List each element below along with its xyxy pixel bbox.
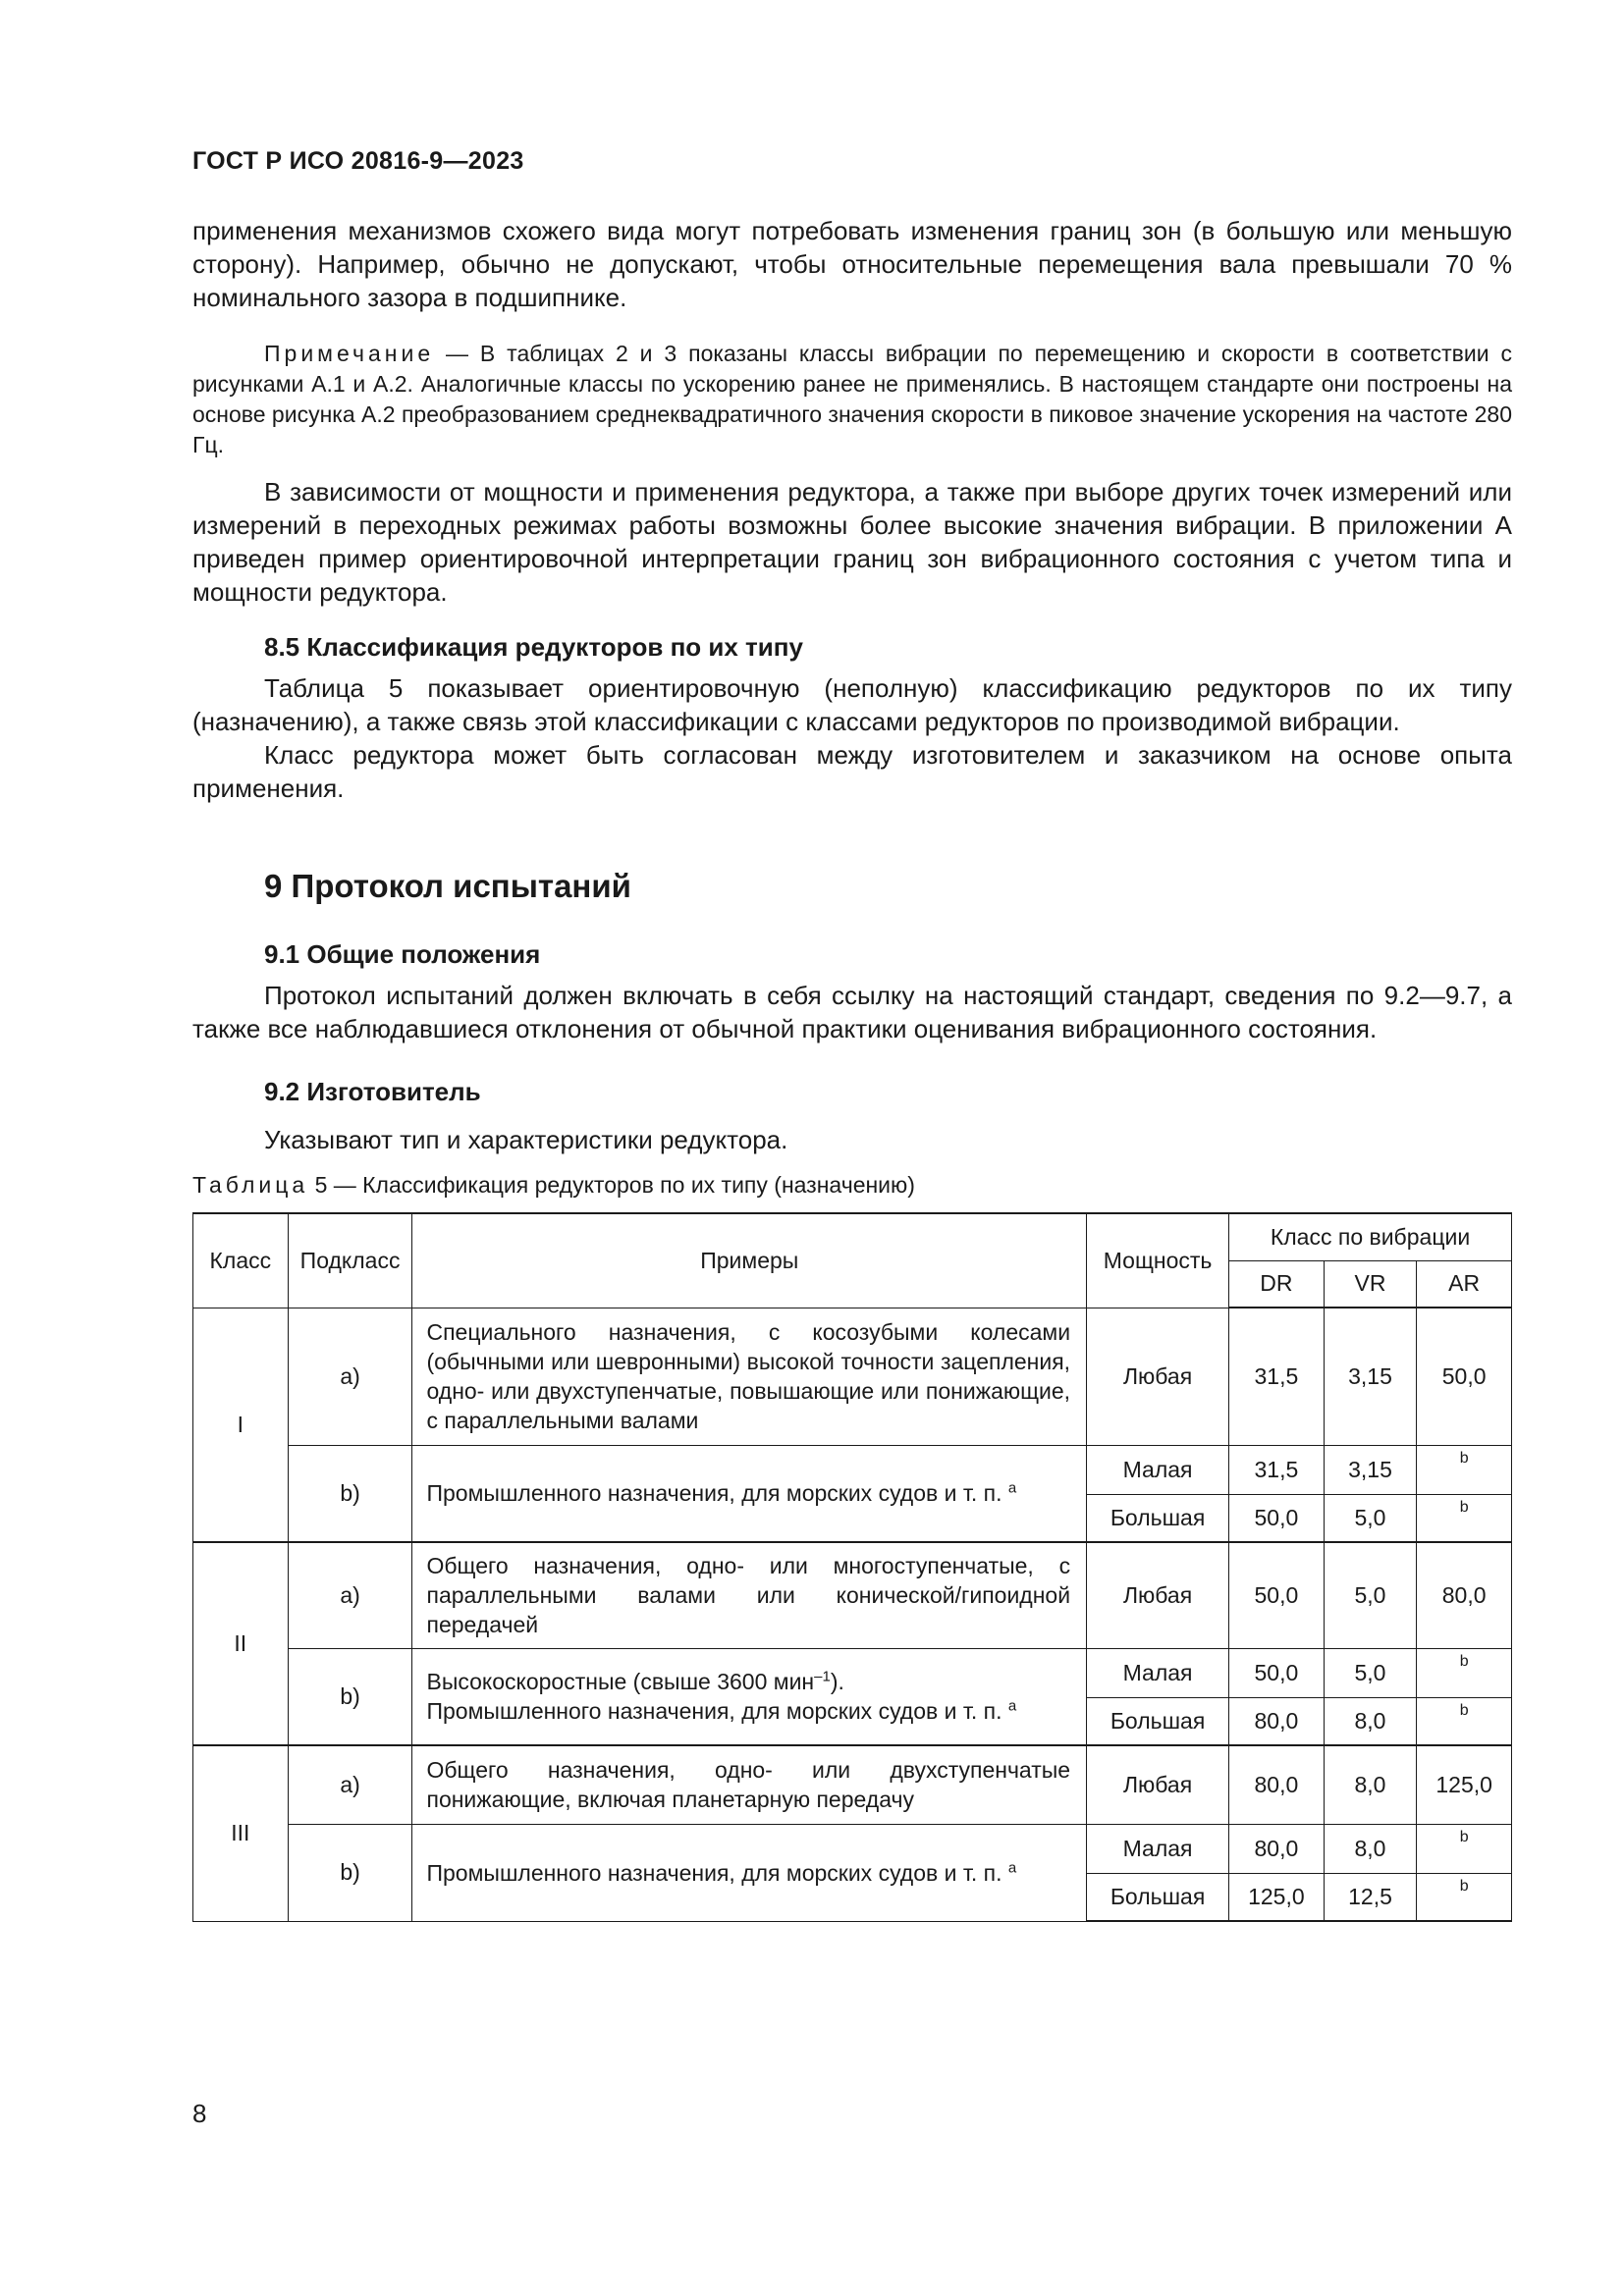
table-row: [193, 1648, 1512, 1697]
cell-dr: 80,0: [1229, 1745, 1325, 1824]
footnote-mark: а: [1007, 1697, 1017, 1715]
paragraph-text: Указывают тип и характеристики редуктора.: [264, 1125, 788, 1154]
paragraph-text: Класс редуктора может быть согласован между изготовителем и заказчиком на основе опыта применения.: [192, 740, 1512, 803]
paragraph-text: Протокол испытаний должен включать в себя ссылку на настоящий стандарт, сведения по 9.2—9.7, а также все наблюдавшиеся отклонения от обычной практики оценивания вибрационного состояния.: [192, 981, 1512, 1043]
cell-example: Промышленного назначения, для морских судов и т. п. $^а$: [412, 1824, 1087, 1921]
cell-vr: 8,0: [1324, 1745, 1417, 1824]
cell-example: Общего назначения, одно- или многоступенчатые, с параллельными валами или конической/гипоидной передачей: [412, 1542, 1087, 1648]
cell-subclass: a): [288, 1542, 412, 1648]
cell-power: Любая: [1087, 1308, 1229, 1445]
heading-9: 9 Протокол испытаний: [264, 868, 631, 904]
cell-power: Малая: [1087, 1648, 1229, 1697]
cell-vr: 5,0: [1324, 1542, 1417, 1648]
cell-ar-footnote: b: [1417, 1648, 1512, 1697]
heading-8-5: 8.5 Классификация редукторов по их типу: [264, 632, 803, 662]
cell-dr: 125,0: [1229, 1873, 1325, 1921]
cell-class: II: [193, 1542, 289, 1745]
header-ar: AR: [1417, 1260, 1512, 1308]
cell-ar-footnote: b: [1417, 1697, 1512, 1745]
cell-ar: 125,0: [1417, 1745, 1512, 1824]
classification-table: [192, 1212, 1512, 1922]
paragraph-text: В зависимости от мощности и применения редуктора, а также при выборе других точек измерений или измерений в переходных режимах работы возможны более высокие значения вибрации. В приложении А приведен пример ориентировочной интерпретации границ зон вибрационного состояния с учетом типа и мощности редуктора.: [192, 477, 1512, 607]
note-paragraph: [192, 339, 1512, 460]
cell-subclass: a): [288, 1308, 412, 1445]
cell-ar: 50,0: [1417, 1308, 1512, 1445]
header-examples: Примеры: [412, 1213, 1087, 1308]
document-header: ГОСТ Р ИСО 20816-9—2023: [192, 147, 524, 175]
cell-vr: 5,0: [1324, 1648, 1417, 1697]
paragraph-continuation: [192, 214, 1512, 314]
cell-class: I: [193, 1308, 289, 1542]
cell-power: Большая: [1087, 1494, 1229, 1542]
cell-vr: 8,0: [1324, 1697, 1417, 1745]
note-block: [192, 339, 1512, 460]
cell-dr: 80,0: [1229, 1697, 1325, 1745]
header-subclass: Подкласс: [288, 1213, 412, 1308]
cell-power: Малая: [1087, 1445, 1229, 1494]
table-row: [193, 1824, 1512, 1873]
header-class: Класс: [193, 1213, 289, 1308]
cell-power: Большая: [1087, 1697, 1229, 1745]
cell-subclass: b): [288, 1648, 412, 1745]
cell-example: Специального назначения, с косозубыми колесами (обычными или шевронными) высокой точности зацепления, одно- или двухступенчатые, повышающие или понижающие, с параллельными валами: [412, 1308, 1087, 1445]
cell-vr: 3,15: [1324, 1445, 1417, 1494]
section-9-1-text: [192, 979, 1512, 1045]
table-row: [193, 1542, 1512, 1648]
cell-dr: 50,0: [1229, 1494, 1325, 1542]
note-label: Примечание: [264, 341, 435, 366]
table-caption-label: Таблица: [192, 1172, 309, 1198]
cell-subclass: b): [288, 1445, 412, 1542]
footnote-mark: а: [1007, 1858, 1017, 1876]
cell-vr: 5,0: [1324, 1494, 1417, 1542]
footnote-mark: а: [1007, 1479, 1017, 1497]
table-caption: [192, 1172, 915, 1199]
cell-ar-footnote: b: [1417, 1494, 1512, 1542]
heading-9-1: 9.1 Общие положения: [264, 939, 541, 969]
header-dr: DR: [1229, 1260, 1325, 1308]
cell-vr: 3,15: [1324, 1308, 1417, 1445]
cell-power: Любая: [1087, 1542, 1229, 1648]
section-9-2-text: [192, 1123, 1512, 1156]
cell-vr: 12,5: [1324, 1873, 1417, 1921]
cell-dr: 50,0: [1229, 1542, 1325, 1648]
cell-class: III: [193, 1745, 289, 1921]
cell-dr: 31,5: [1229, 1308, 1325, 1445]
cell-example: Высокоскоростные (свыше 3600 мин$^{-1}$). Промышленного назначения, для морских судов и т. п. $^а$: [412, 1648, 1087, 1745]
section-8-5-text: [192, 671, 1512, 805]
cell-subclass: b): [288, 1824, 412, 1921]
cell-example: Промышленного назначения, для морских судов и т. п. $^а$: [412, 1445, 1087, 1542]
cell-ar-footnote: b: [1417, 1824, 1512, 1873]
cell-example: Общего назначения, одно- или двухступенчатые понижающие, включая планетарную передачу: [412, 1745, 1087, 1824]
cell-ar-footnote: b: [1417, 1445, 1512, 1494]
cell-power: Большая: [1087, 1873, 1229, 1921]
cell-dr: 50,0: [1229, 1648, 1325, 1697]
paragraph-power: [192, 475, 1512, 609]
header-vr: VR: [1324, 1260, 1417, 1308]
table-row: [193, 1445, 1512, 1494]
cell-subclass: a): [288, 1745, 412, 1824]
table-row: [193, 1745, 1512, 1824]
cell-ar: 80,0: [1417, 1542, 1512, 1648]
table-row: [193, 1308, 1512, 1445]
heading-9-2: 9.2 Изготовитель: [264, 1077, 481, 1106]
cell-dr: 80,0: [1229, 1824, 1325, 1873]
header-vibration-class: Класс по вибрации: [1229, 1213, 1512, 1260]
cell-power: Любая: [1087, 1745, 1229, 1824]
page-number: 8: [192, 2099, 207, 2128]
header-power: Мощность: [1087, 1213, 1229, 1308]
cell-dr: 31,5: [1229, 1445, 1325, 1494]
cell-ar-footnote: b: [1417, 1873, 1512, 1921]
paragraph-text: применения механизмов схожего вида могут потребовать изменения границ зон (в большую или меньшую сторону). Например, обычно не допускают, чтобы относительные перемещения вала превышали 70 % номинального зазора в подшипнике.: [192, 216, 1512, 312]
cell-power: Малая: [1087, 1824, 1229, 1873]
table-caption-text: 5 — Классификация редукторов по их типу (назначению): [308, 1172, 915, 1198]
paragraph-text: Таблица 5 показывает ориентировочную (неполную) классификацию редукторов по их типу (назначению), а также связь этой классификации с классами редукторов по производимой вибрации.: [192, 673, 1512, 736]
note-text: — В таблицах 2 и 3 показаны классы вибрации по перемещению и скорости в соответствии с рисунками А.1 и А.2. Аналогичные классы по ускорению ранее не применялись. В настоящем стандарте они построены на основе рисунка А.2 преобразованием среднеквадратичного значения скорости в пиковое значение ускорения на частоте 280 Гц.: [192, 341, 1512, 457]
cell-vr: 8,0: [1324, 1824, 1417, 1873]
